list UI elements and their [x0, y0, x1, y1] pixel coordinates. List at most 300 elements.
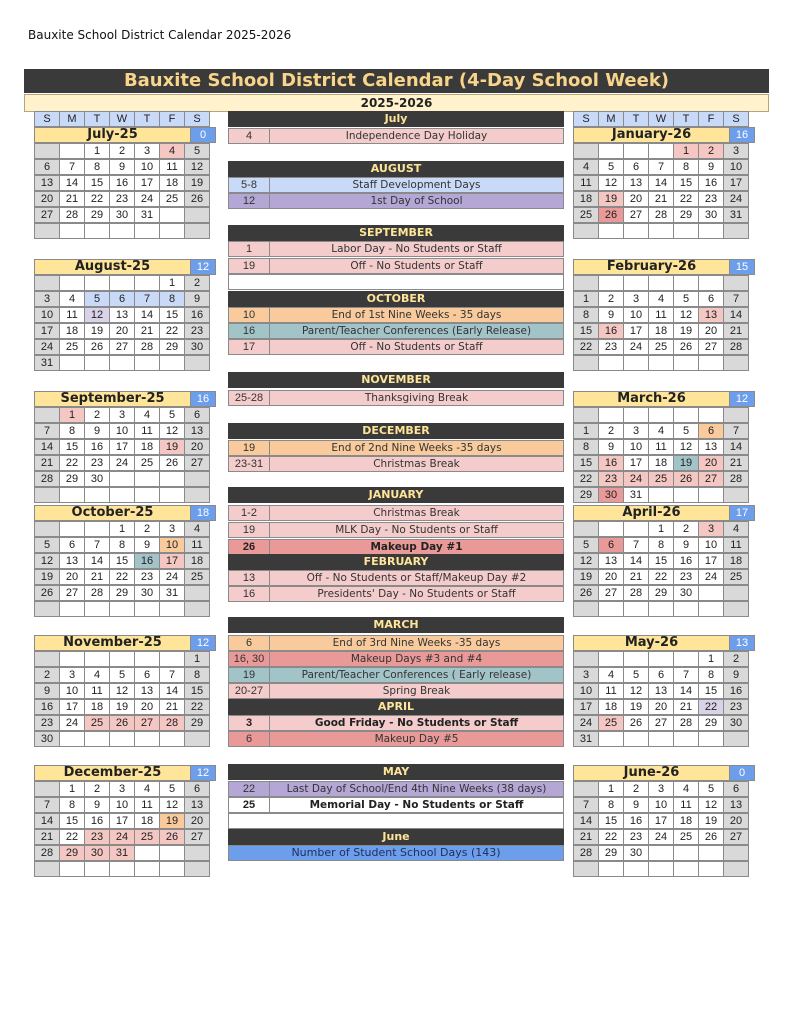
day-cell: 15 — [673, 175, 699, 191]
day-cell: 7 — [59, 159, 85, 175]
week-row — [573, 845, 755, 861]
day-cell — [573, 651, 599, 667]
weekday-label: T — [623, 111, 649, 127]
day-cell: 7 — [573, 797, 599, 813]
day-cell — [184, 487, 210, 503]
day-cell: 17 — [623, 323, 649, 339]
day-cell — [34, 275, 60, 291]
day-cell: 23 — [84, 829, 110, 845]
event-description: Parent/Teacher Conferences ( Early release) — [269, 667, 564, 683]
day-cell: 24 — [34, 339, 60, 355]
day-cell — [34, 407, 60, 423]
day-cell: 10 — [159, 537, 185, 553]
day-cell: 30 — [698, 207, 724, 223]
event-row — [228, 323, 564, 339]
day-cell — [184, 861, 210, 877]
day-cell: 19 — [698, 813, 724, 829]
day-cell: 2 — [698, 143, 724, 159]
day-cell: 4 — [184, 521, 210, 537]
week-row — [573, 553, 755, 569]
day-cell — [109, 651, 135, 667]
day-cell — [723, 861, 749, 877]
day-cell: 17 — [573, 699, 599, 715]
month-calendar — [573, 765, 755, 877]
day-cell: 24 — [623, 339, 649, 355]
day-cell — [34, 781, 60, 797]
day-cell: 12 — [159, 423, 185, 439]
day-cell: 26 — [598, 207, 624, 223]
day-cell: 8 — [673, 159, 699, 175]
day-cell: 13 — [598, 553, 624, 569]
day-cell: 2 — [184, 275, 210, 291]
day-cell: 1 — [573, 291, 599, 307]
month-title: March-26 — [573, 391, 730, 407]
day-cell: 27 — [698, 471, 724, 487]
day-cell: 21 — [34, 829, 60, 845]
day-cell: 22 — [84, 191, 110, 207]
day-cell: 11 — [648, 439, 674, 455]
event-date: 25-28 — [228, 390, 270, 406]
day-cell — [623, 651, 649, 667]
week-row — [34, 307, 216, 323]
day-cell: 25 — [723, 569, 749, 585]
day-cell: 21 — [648, 191, 674, 207]
day-cell — [698, 223, 724, 239]
day-cell: 5 — [184, 143, 210, 159]
week-row — [34, 223, 216, 239]
day-cell: 8 — [159, 291, 185, 307]
day-cell — [134, 651, 160, 667]
weekday-label: T — [673, 111, 699, 127]
event-date: 4 — [228, 128, 270, 144]
day-cell — [673, 407, 699, 423]
school-days-count: 12 — [729, 391, 755, 407]
day-cell: 8 — [59, 423, 85, 439]
day-cell: 11 — [134, 797, 160, 813]
day-cell — [648, 731, 674, 747]
day-cell: 22 — [673, 191, 699, 207]
day-cell: 15 — [598, 813, 624, 829]
event-date: 16 — [228, 586, 270, 602]
event-description: Last Day of School/End 4th Nine Weeks (38 days) — [269, 781, 564, 797]
day-cell — [34, 861, 60, 877]
day-cell — [59, 355, 85, 371]
event-date: 26 — [228, 539, 270, 555]
day-cell — [109, 471, 135, 487]
day-cell: 1 — [159, 275, 185, 291]
day-cell: 12 — [623, 683, 649, 699]
week-row — [573, 143, 755, 159]
day-cell: 31 — [34, 355, 60, 371]
day-cell: 26 — [673, 339, 699, 355]
day-cell: 5 — [598, 159, 624, 175]
day-cell: 6 — [184, 781, 210, 797]
day-cell — [673, 861, 699, 877]
day-cell: 30 — [623, 845, 649, 861]
day-cell — [159, 471, 185, 487]
day-cell — [648, 845, 674, 861]
week-row — [573, 339, 755, 355]
day-cell — [109, 355, 135, 371]
event-description: Good Friday - No Students or Staff — [269, 715, 564, 731]
week-row — [573, 813, 755, 829]
day-cell: 2 — [623, 781, 649, 797]
day-cell: 10 — [623, 439, 649, 455]
day-cell: 17 — [623, 455, 649, 471]
day-cell: 13 — [134, 683, 160, 699]
month-calendar — [34, 505, 216, 617]
day-cell: 10 — [648, 797, 674, 813]
week-row — [34, 861, 216, 877]
weekday-header — [573, 111, 755, 127]
day-cell — [59, 601, 85, 617]
day-cell: 6 — [698, 423, 724, 439]
week-row — [573, 797, 755, 813]
school-days-count: 12 — [190, 635, 216, 651]
day-cell: 22 — [698, 699, 724, 715]
day-cell — [573, 521, 599, 537]
day-cell: 28 — [648, 207, 674, 223]
day-cell — [34, 521, 60, 537]
week-row — [573, 159, 755, 175]
event-row — [228, 683, 564, 699]
day-cell: 27 — [109, 339, 135, 355]
event-row — [228, 193, 564, 209]
day-cell: 3 — [723, 143, 749, 159]
document-title: Bauxite School District Calendar 2025-2026 — [28, 28, 292, 42]
day-cell: 11 — [573, 175, 599, 191]
day-cell: 7 — [673, 667, 699, 683]
week-row — [573, 683, 755, 699]
day-cell: 17 — [159, 553, 185, 569]
day-cell: 13 — [623, 175, 649, 191]
day-cell: 1 — [673, 143, 699, 159]
day-cell: 8 — [598, 797, 624, 813]
event-row — [228, 456, 564, 472]
day-cell: 27 — [648, 715, 674, 731]
day-cell — [59, 521, 85, 537]
day-cell — [623, 601, 649, 617]
week-row — [573, 407, 755, 423]
day-cell — [573, 275, 599, 291]
day-cell — [159, 355, 185, 371]
day-cell: 12 — [84, 307, 110, 323]
day-cell: 20 — [698, 455, 724, 471]
day-cell: 15 — [573, 455, 599, 471]
day-cell — [109, 487, 135, 503]
day-cell: 15 — [59, 439, 85, 455]
day-cell — [698, 487, 724, 503]
event-description: Labor Day - No Students or Staff — [269, 241, 564, 257]
day-cell — [159, 651, 185, 667]
day-cell: 4 — [573, 159, 599, 175]
day-cell: 8 — [59, 797, 85, 813]
day-cell: 1 — [59, 781, 85, 797]
month-title: April-26 — [573, 505, 730, 521]
day-cell: 28 — [723, 471, 749, 487]
event-header-november: NOVEMBER — [228, 372, 564, 388]
day-cell: 16 — [598, 323, 624, 339]
event-row — [228, 390, 564, 406]
week-row — [34, 439, 216, 455]
day-cell: 3 — [109, 407, 135, 423]
day-cell — [648, 601, 674, 617]
school-year: 2025-2026 — [24, 94, 769, 112]
day-cell — [159, 207, 185, 223]
week-row — [573, 423, 755, 439]
day-cell — [673, 601, 699, 617]
day-cell: 19 — [84, 323, 110, 339]
day-cell: 5 — [159, 781, 185, 797]
blank-row — [228, 274, 564, 290]
day-cell — [59, 651, 85, 667]
day-cell — [673, 275, 699, 291]
day-cell: 19 — [109, 699, 135, 715]
day-cell: 18 — [59, 323, 85, 339]
day-cell: 26 — [184, 191, 210, 207]
day-cell: 24 — [134, 191, 160, 207]
day-cell: 10 — [34, 307, 60, 323]
day-cell: 14 — [134, 307, 160, 323]
day-cell: 23 — [673, 569, 699, 585]
day-cell: 10 — [698, 537, 724, 553]
day-cell: 1 — [648, 521, 674, 537]
event-header-april: APRIL — [228, 699, 564, 715]
event-row — [228, 586, 564, 602]
week-row — [34, 487, 216, 503]
event-row — [228, 570, 564, 586]
day-cell: 28 — [34, 471, 60, 487]
day-cell: 23 — [34, 715, 60, 731]
weekday-label: S — [573, 111, 599, 127]
day-cell: 15 — [159, 307, 185, 323]
day-cell — [598, 223, 624, 239]
week-row — [573, 651, 755, 667]
day-cell: 8 — [573, 307, 599, 323]
day-cell: 11 — [723, 537, 749, 553]
day-cell: 21 — [723, 455, 749, 471]
event-row — [228, 522, 564, 538]
day-cell: 6 — [134, 667, 160, 683]
day-cell: 27 — [598, 585, 624, 601]
day-cell: 14 — [59, 175, 85, 191]
week-row — [34, 423, 216, 439]
weekday-label: F — [159, 111, 185, 127]
event-description: Staff Development Days — [269, 177, 564, 193]
day-cell — [723, 845, 749, 861]
day-cell: 30 — [109, 207, 135, 223]
weekday-label: T — [84, 111, 110, 127]
week-row — [573, 829, 755, 845]
event-row — [228, 651, 564, 667]
week-row — [573, 781, 755, 797]
day-cell — [84, 487, 110, 503]
day-cell: 18 — [648, 455, 674, 471]
day-cell: 29 — [648, 585, 674, 601]
week-row — [573, 307, 755, 323]
day-cell: 4 — [648, 423, 674, 439]
event-date: 1-2 — [228, 505, 270, 521]
day-cell: 19 — [34, 569, 60, 585]
day-cell: 27 — [59, 585, 85, 601]
week-row — [34, 207, 216, 223]
day-cell: 9 — [184, 291, 210, 307]
day-cell: 29 — [59, 471, 85, 487]
week-row — [34, 323, 216, 339]
day-cell — [673, 731, 699, 747]
day-cell: 19 — [573, 569, 599, 585]
day-cell: 22 — [648, 569, 674, 585]
day-cell — [723, 223, 749, 239]
day-cell — [134, 275, 160, 291]
day-cell: 15 — [648, 553, 674, 569]
day-cell — [159, 487, 185, 503]
day-cell — [84, 223, 110, 239]
day-cell: 20 — [59, 569, 85, 585]
week-row — [34, 191, 216, 207]
day-cell: 12 — [598, 175, 624, 191]
week-row — [34, 797, 216, 813]
month-calendar — [34, 391, 216, 503]
month-calendar — [573, 111, 755, 239]
event-description: MLK Day - No Students or Staff — [269, 522, 564, 538]
day-cell: 23 — [598, 471, 624, 487]
day-cell — [698, 861, 724, 877]
week-row — [34, 553, 216, 569]
day-cell — [109, 861, 135, 877]
day-cell: 22 — [159, 323, 185, 339]
event-header-august: AUGUST — [228, 161, 564, 177]
event-header-september: SEPTEMBER — [228, 225, 564, 241]
day-cell: 30 — [84, 845, 110, 861]
day-cell: 6 — [34, 159, 60, 175]
day-cell — [573, 223, 599, 239]
week-row — [573, 537, 755, 553]
day-cell: 13 — [59, 553, 85, 569]
event-date: 3 — [228, 715, 270, 731]
day-cell: 27 — [723, 829, 749, 845]
month-title: August-25 — [34, 259, 191, 275]
day-cell: 12 — [573, 553, 599, 569]
day-cell — [34, 601, 60, 617]
day-cell: 21 — [84, 569, 110, 585]
day-cell: 17 — [134, 175, 160, 191]
weekday-label: W — [648, 111, 674, 127]
day-cell — [134, 731, 160, 747]
day-cell — [698, 585, 724, 601]
day-cell: 8 — [698, 667, 724, 683]
day-cell — [623, 355, 649, 371]
day-cell: 23 — [184, 323, 210, 339]
event-description: Parent/Teacher Conferences (Early Release) — [269, 323, 564, 339]
day-cell: 25 — [648, 339, 674, 355]
day-cell: 27 — [184, 455, 210, 471]
day-cell: 22 — [59, 829, 85, 845]
week-row — [34, 585, 216, 601]
day-cell — [648, 275, 674, 291]
event-date: 1 — [228, 241, 270, 257]
day-cell: 25 — [184, 569, 210, 585]
day-cell: 29 — [184, 715, 210, 731]
month-calendar — [34, 635, 216, 747]
day-cell — [623, 521, 649, 537]
day-cell: 21 — [159, 699, 185, 715]
event-description: Off - No Students or Staff/Makeup Day #2 — [269, 570, 564, 586]
event-date: 17 — [228, 339, 270, 355]
day-cell: 13 — [184, 423, 210, 439]
day-cell: 11 — [673, 797, 699, 813]
day-cell: 1 — [184, 651, 210, 667]
day-cell — [184, 207, 210, 223]
day-cell: 29 — [598, 845, 624, 861]
day-cell: 14 — [723, 307, 749, 323]
day-cell: 24 — [109, 455, 135, 471]
week-row — [34, 829, 216, 845]
day-cell — [34, 143, 60, 159]
day-cell: 10 — [723, 159, 749, 175]
day-cell: 2 — [109, 143, 135, 159]
day-cell — [698, 845, 724, 861]
week-row — [573, 175, 755, 191]
day-cell: 18 — [673, 813, 699, 829]
day-cell: 28 — [59, 207, 85, 223]
day-cell: 5 — [673, 423, 699, 439]
day-cell: 24 — [59, 715, 85, 731]
day-cell: 26 — [673, 471, 699, 487]
day-cell: 7 — [723, 291, 749, 307]
event-date: 19 — [228, 522, 270, 538]
month-title: December-25 — [34, 765, 191, 781]
day-cell: 1 — [598, 781, 624, 797]
event-row — [228, 781, 564, 797]
day-cell: 14 — [84, 553, 110, 569]
event-header-february: FEBRUARY — [228, 554, 564, 570]
week-row — [34, 781, 216, 797]
day-cell: 25 — [59, 339, 85, 355]
school-days-count: 13 — [729, 635, 755, 651]
day-cell: 27 — [623, 207, 649, 223]
day-cell — [573, 355, 599, 371]
week-row — [34, 275, 216, 291]
day-cell — [573, 861, 599, 877]
day-cell — [184, 845, 210, 861]
week-row — [34, 521, 216, 537]
day-cell: 25 — [573, 207, 599, 223]
day-cell: 19 — [673, 323, 699, 339]
day-cell: 16 — [84, 813, 110, 829]
day-cell: 10 — [623, 307, 649, 323]
day-cell: 26 — [698, 829, 724, 845]
day-cell: 26 — [623, 715, 649, 731]
day-cell: 18 — [648, 323, 674, 339]
day-cell: 6 — [184, 407, 210, 423]
day-cell: 8 — [109, 537, 135, 553]
day-cell: 18 — [134, 813, 160, 829]
day-cell: 25 — [134, 455, 160, 471]
day-cell: 16 — [673, 553, 699, 569]
day-cell: 28 — [34, 845, 60, 861]
day-cell — [598, 275, 624, 291]
day-cell — [598, 601, 624, 617]
day-cell: 21 — [134, 323, 160, 339]
day-cell: 5 — [84, 291, 110, 307]
day-cell: 5 — [698, 781, 724, 797]
day-cell: 20 — [723, 813, 749, 829]
day-cell: 19 — [184, 175, 210, 191]
calendar-title: Bauxite School District Calendar (4-Day School Week) — [24, 69, 769, 93]
day-cell — [134, 845, 160, 861]
day-cell: 1 — [109, 521, 135, 537]
